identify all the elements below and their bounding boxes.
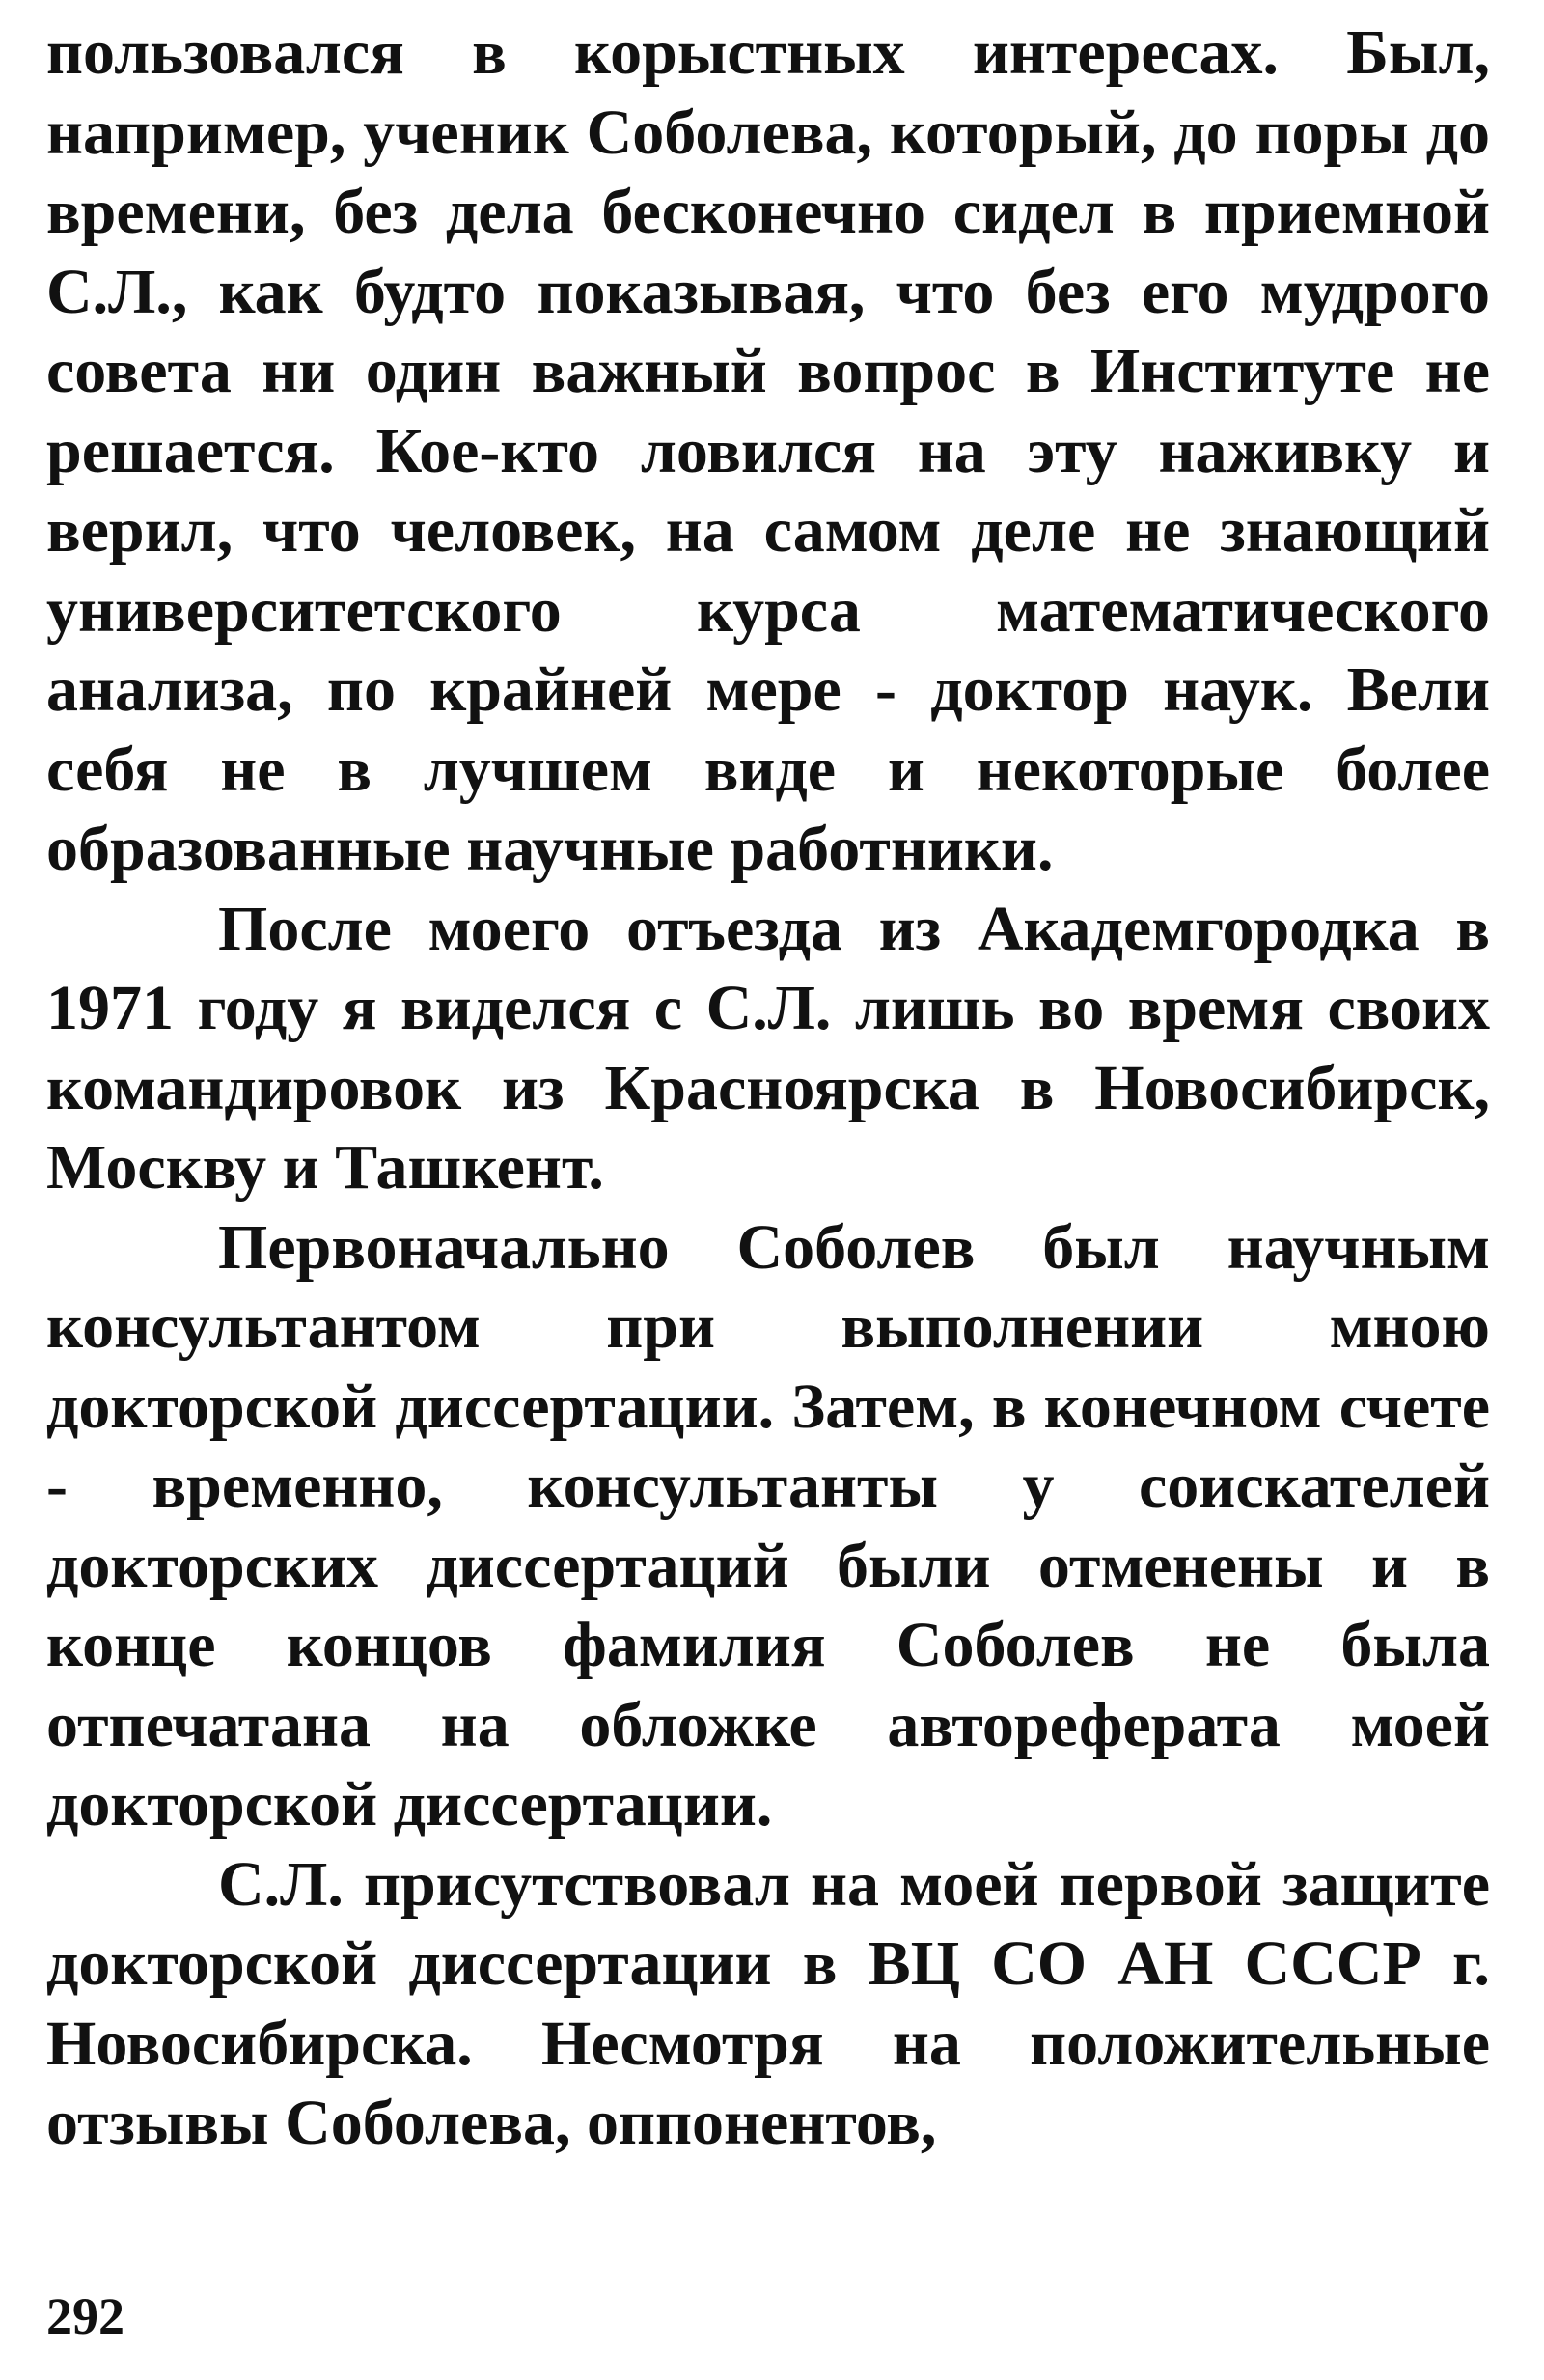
page-body	[46, 14, 1490, 2164]
paragraph-defense: С.Л. присутствовал на моей первой защите докторской диссертации в ВЦ СО АН СССР г. Новосибирска. Несмотря на положительные отзывы Соболева, оппонентов,	[46, 1848, 1490, 2158]
paragraph-departure: После моего отъезда из Академгородка в 1971 году я виделся с С.Л. лишь во время своих командировок из Красноярска в Новосибирск, Москву и Ташкент.	[46, 893, 1490, 1203]
page-number: 292	[46, 2287, 124, 2345]
paragraph-continued: пользовался в корыстных интересах. Был, например, ученик Соболева, который, до поры до времени, без дела бесконечно сидел в приемной С.Л., как будто показывая, что без его мудрого совета ни один важный вопрос в Институте не решается. Кое-кто ловился на эту наживку и верил, что человек, на самом деле не знающий университетского курса математического анализа, по крайней мере - доктор наук. Вели себя не в лучшем виде и некоторые более образованные научные работники.	[46, 17, 1490, 884]
paragraph-consultant: Первоначально Соболев был научным консультантом при выполнении мною докторской диссертации. Затем, в конечном счете - временно, консультанты у соискателей докторских диссертаций были отменены и в конце концов фамилия Соболев не была отпечатана на обложке автореферата моей докторской диссертации.	[46, 1211, 1490, 1840]
